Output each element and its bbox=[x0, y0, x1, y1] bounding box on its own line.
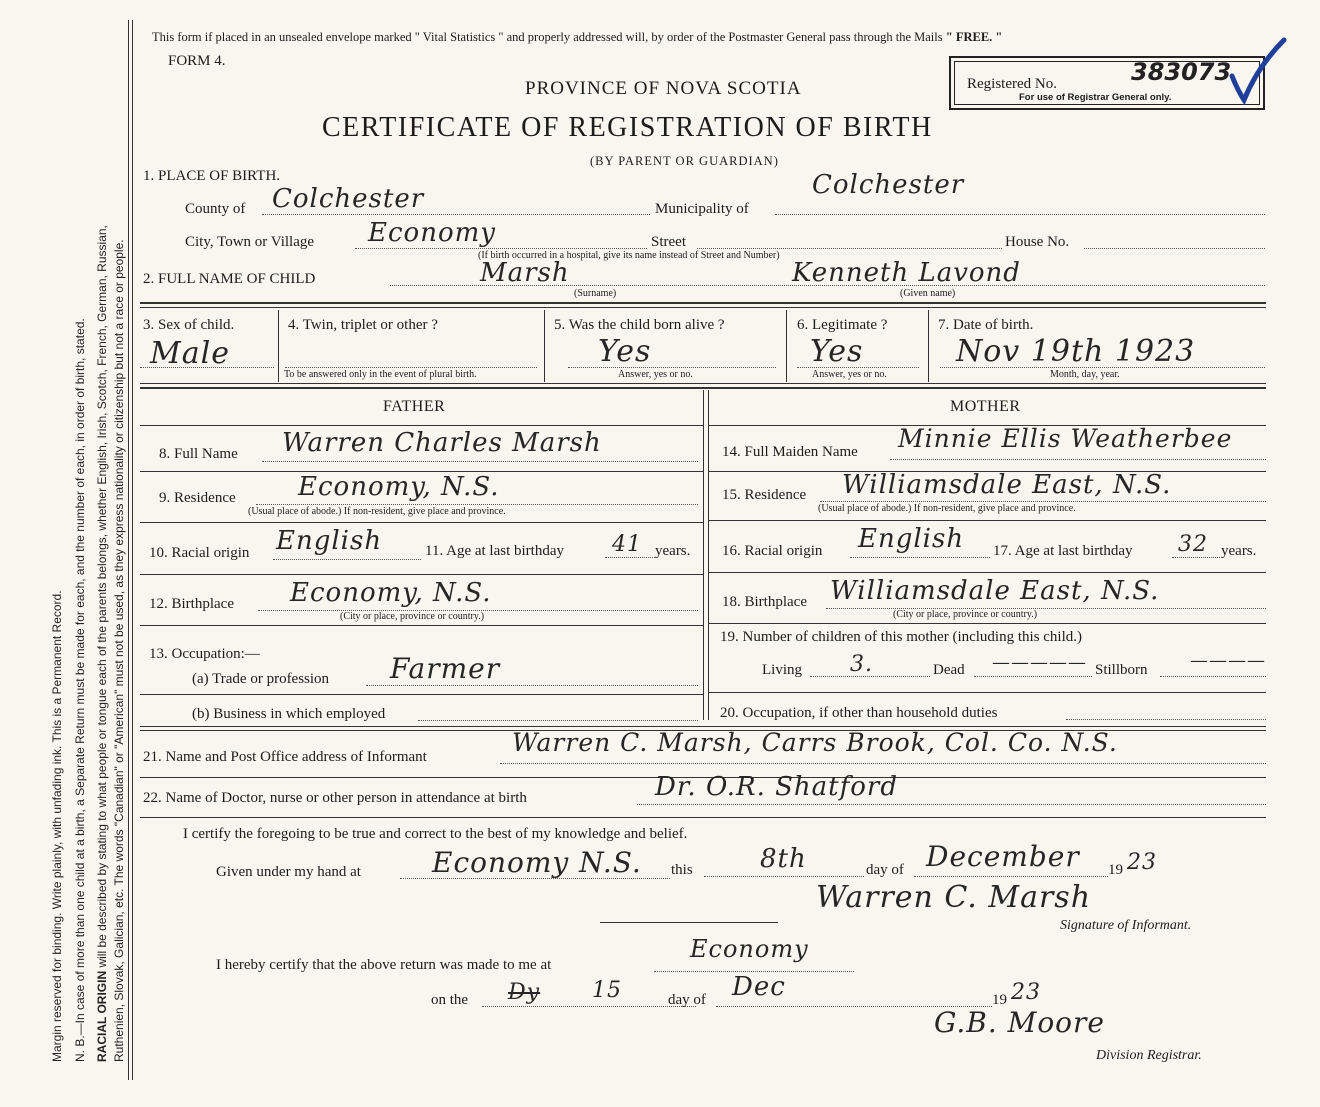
informant-signature-label: Signature of Informant. bbox=[1060, 918, 1192, 933]
father-occupation-label: 13. Occupation:— bbox=[149, 646, 260, 662]
given-place-value: Economy N.S. bbox=[432, 846, 642, 879]
county-label: County of bbox=[185, 201, 246, 217]
given-year-value: 23 bbox=[1127, 850, 1157, 875]
municipality-line bbox=[775, 214, 1265, 215]
divider bbox=[140, 387, 1266, 389]
free-notice: " FREE. " bbox=[945, 30, 1003, 44]
dob-line bbox=[940, 367, 1265, 368]
born-alive-value: Yes bbox=[598, 334, 652, 369]
divider bbox=[140, 726, 1266, 727]
business-label: (b) Business in which employed bbox=[192, 706, 386, 722]
divider bbox=[708, 520, 1266, 521]
province-heading: PROVINCE OF NOVA SCOTIA bbox=[525, 78, 802, 99]
column-divider bbox=[703, 390, 704, 720]
father-age-value: 41 bbox=[612, 532, 642, 557]
mother-racial-origin-label: 16. Racial origin bbox=[722, 543, 823, 559]
father-residence-caption: (Usual place of abode.) If non-resident, give place and province. bbox=[248, 506, 506, 517]
mother-age-value: 32 bbox=[1178, 532, 1208, 557]
divider bbox=[140, 425, 703, 426]
stillborn-line bbox=[1160, 676, 1266, 677]
informant-signature: Warren C. Marsh bbox=[816, 880, 1092, 915]
twin-line bbox=[285, 367, 537, 368]
trade-label: (a) Trade or profession bbox=[192, 671, 330, 687]
mother-racial-origin-line bbox=[850, 557, 990, 558]
registrar-year-value: 23 bbox=[1011, 980, 1041, 1005]
business-line bbox=[418, 720, 698, 721]
father-residence-line bbox=[256, 504, 698, 505]
margin-note-racial-origin-heading: RACIAL ORIGIN bbox=[95, 970, 109, 1062]
city-value: Economy bbox=[368, 218, 496, 248]
divider bbox=[708, 572, 1266, 573]
registrar-day-value: 15 bbox=[592, 978, 622, 1003]
father-racial-origin-value: English bbox=[276, 526, 383, 556]
divider bbox=[140, 307, 1266, 308]
child-surname-value: Marsh bbox=[480, 258, 570, 288]
registrar-signature-label: Division Registrar. bbox=[1096, 1048, 1202, 1063]
cell-divider bbox=[278, 310, 279, 382]
child-given-name-value: Kenneth Lavond bbox=[792, 258, 1021, 288]
dob-value: Nov 19th 1923 bbox=[956, 334, 1196, 369]
divider bbox=[140, 625, 703, 626]
certify-statement: I certify the foregoing to be true and correct to the best of my knowledge and belief. bbox=[183, 826, 688, 842]
father-racial-origin-label: 10. Racial origin bbox=[149, 545, 250, 561]
mother-birthplace-label: 18. Birthplace bbox=[722, 594, 807, 610]
on-the-label: on the bbox=[431, 992, 469, 1008]
living-label: Living bbox=[762, 662, 802, 678]
mother-heading: MOTHER bbox=[950, 398, 1021, 415]
divider bbox=[708, 623, 1266, 624]
divider bbox=[708, 692, 1266, 693]
dead-value: ————— bbox=[992, 652, 1087, 673]
municipality-value: Colchester bbox=[812, 170, 965, 200]
legitimate-line bbox=[797, 367, 919, 368]
father-heading: FATHER bbox=[383, 398, 446, 415]
house-number-label: House No. bbox=[1005, 234, 1070, 250]
margin-note-racial-origin-text: will be described by stating to what people or tongue each of the parents belongs, whether English, Irish, Scotch, French, German, Russian, bbox=[95, 225, 109, 971]
stillborn-value: ———— bbox=[1190, 650, 1266, 671]
checkmark-icon bbox=[1228, 36, 1288, 106]
father-birthplace-label: 12. Birthplace bbox=[149, 596, 234, 612]
margin-rule bbox=[128, 20, 129, 1080]
divider bbox=[140, 574, 703, 575]
child-name-label: 2. FULL NAME OF CHILD bbox=[143, 271, 316, 287]
divider bbox=[140, 302, 1266, 304]
registrar-day-struck: Dy bbox=[508, 980, 541, 1005]
legitimate-label: 6. Legitimate ? bbox=[797, 317, 888, 333]
divider bbox=[140, 694, 703, 695]
registrar-signature: G.B. Moore bbox=[934, 1006, 1105, 1039]
surname-caption: (Surname) bbox=[574, 288, 617, 299]
given-day-value: 8th bbox=[760, 844, 807, 874]
county-value: Colchester bbox=[272, 184, 425, 214]
registered-note: For use of Registrar General only. bbox=[1019, 92, 1172, 103]
living-value: 3. bbox=[850, 652, 873, 677]
father-name-label: 8. Full Name bbox=[159, 446, 238, 462]
trade-line bbox=[366, 685, 698, 686]
registrar-day-line bbox=[482, 1006, 696, 1007]
born-alive-line bbox=[568, 367, 776, 368]
cell-divider bbox=[928, 310, 929, 382]
hospital-note: (If birth occurred in a hospital, give its name instead of Street and Number) bbox=[478, 250, 780, 261]
sex-label: 3. Sex of child. bbox=[143, 317, 235, 333]
legitimate-caption: Answer, yes or no. bbox=[812, 369, 887, 380]
margin-note-multiple-births: N. B.—In case of more than one child at a birth, a Separate Return must be made for each, and the number of each, in order of birth, stated. bbox=[73, 318, 87, 1062]
mother-name-value: Minnie Ellis Weatherbee bbox=[898, 424, 1233, 453]
street-line bbox=[697, 248, 1002, 249]
twin-caption: To be answered only in the event of plural birth. bbox=[284, 369, 477, 380]
mail-notice-text: This form if placed in an unsealed envelope marked " Vital Statistics " and properly addressed will, by order of the Postmaster General pass through the Mails bbox=[152, 30, 943, 44]
given-year-prefix: 19 bbox=[1108, 862, 1123, 878]
mother-residence-label: 15. Residence bbox=[722, 487, 807, 503]
father-birthplace-caption: (City or place, province or country.) bbox=[340, 611, 485, 622]
father-name-line bbox=[262, 461, 698, 462]
father-birthplace-value: Economy, N.S. bbox=[290, 578, 492, 608]
page-subtitle: (BY PARENT OR GUARDIAN) bbox=[590, 154, 779, 168]
mother-occupation-line bbox=[1066, 719, 1266, 720]
registered-label: Registered No. bbox=[967, 76, 1057, 92]
doctor-value: Dr. O.R. Shatford bbox=[655, 772, 898, 802]
father-residence-value: Economy, N.S. bbox=[298, 472, 500, 502]
page-title: CERTIFICATE OF REGISTRATION OF BIRTH bbox=[322, 112, 933, 143]
divider bbox=[140, 383, 1266, 384]
margin-note-nationality: Ruthenien, Slovak, Galician, etc. The words "Canadian" or "American" must not be used, as they express nationality or citizenship but not a race or people. bbox=[112, 239, 126, 1062]
mother-occupation-label: 20. Occupation, if other than household duties bbox=[720, 705, 998, 721]
father-name-value: Warren Charles Marsh bbox=[282, 428, 602, 458]
mother-residence-caption: (Usual place of abode.) If non-resident, give place and province. bbox=[818, 503, 1076, 514]
divider bbox=[140, 522, 703, 523]
registered-box bbox=[949, 56, 1265, 110]
given-name-caption: (Given name) bbox=[900, 288, 956, 299]
dead-line bbox=[974, 676, 1092, 677]
registrar-day-of-label: day of bbox=[668, 992, 706, 1008]
registrar-year-prefix: 19 bbox=[992, 992, 1007, 1008]
stillborn-label: Stillborn bbox=[1095, 662, 1148, 678]
mother-name-label: 14. Full Maiden Name bbox=[722, 444, 858, 460]
mother-age-label: 17. Age at last birthday bbox=[993, 543, 1133, 559]
registrar-month-value: Dec bbox=[732, 972, 786, 1002]
given-month-line bbox=[914, 876, 1108, 877]
born-alive-label: 5. Was the child born alive ? bbox=[554, 317, 725, 333]
signature-rule bbox=[600, 922, 778, 923]
sex-value: Male bbox=[150, 336, 230, 371]
father-racial-origin-line bbox=[273, 559, 421, 560]
father-residence-label: 9. Residence bbox=[159, 490, 236, 506]
mother-name-line bbox=[890, 459, 1266, 460]
father-age-label: 11. Age at last birthday bbox=[425, 543, 564, 559]
margin-note-binding: Margin reserved for binding. Write plainly, with unfading ink. This is a Permanent Record. bbox=[50, 590, 64, 1062]
form-number: FORM 4. bbox=[168, 53, 226, 69]
sex-line bbox=[140, 367, 274, 368]
registrar-statement: I hereby certify that the above return was made to me at bbox=[216, 957, 552, 973]
informant-line bbox=[500, 763, 1266, 764]
cell-divider bbox=[544, 310, 545, 382]
municipality-label: Municipality of bbox=[655, 201, 749, 217]
city-label: City, Town or Village bbox=[185, 234, 315, 250]
given-day-line bbox=[704, 876, 864, 877]
street-label: Street bbox=[651, 234, 686, 250]
margin-rule-inner bbox=[132, 20, 133, 1080]
registered-number: 383073 bbox=[1131, 58, 1232, 86]
father-age-line bbox=[605, 557, 655, 558]
mother-age-unit: years. bbox=[1221, 543, 1257, 559]
mother-birthplace-caption: (City or place, province or country.) bbox=[893, 609, 1038, 620]
doctor-line bbox=[637, 804, 1266, 805]
cell-divider bbox=[786, 310, 787, 382]
day-of-label: day of bbox=[866, 862, 904, 878]
divider bbox=[140, 817, 1266, 818]
mother-racial-origin-value: English bbox=[858, 524, 965, 554]
given-month-value: December bbox=[926, 840, 1080, 873]
mother-age-line bbox=[1172, 557, 1220, 558]
mother-residence-line bbox=[820, 501, 1266, 502]
twin-label: 4. Twin, triplet or other ? bbox=[288, 317, 438, 333]
registrar-place-value: Economy bbox=[690, 935, 809, 963]
this-label: this bbox=[671, 862, 693, 878]
legitimate-value: Yes bbox=[810, 334, 864, 369]
informant-label: 21. Name and Post Office address of Informant bbox=[143, 749, 427, 765]
mother-birthplace-value: Williamsdale East, N.S. bbox=[830, 576, 1160, 606]
children-count-label: 19. Number of children of this mother (including this child.) bbox=[720, 629, 1083, 645]
mother-birthplace-line bbox=[826, 608, 1266, 609]
city-line bbox=[355, 248, 647, 249]
dead-label: Dead bbox=[933, 662, 965, 678]
dob-caption: Month, day, year. bbox=[1050, 369, 1120, 380]
column-divider bbox=[708, 390, 709, 720]
mail-notice bbox=[152, 30, 1002, 45]
doctor-label: 22. Name of Doctor, nurse or other person in attendance at birth bbox=[143, 790, 527, 806]
father-age-unit: years. bbox=[655, 543, 691, 559]
house-number-line bbox=[1084, 248, 1265, 249]
informant-value: Warren C. Marsh, Carrs Brook, Col. Co. N.S. bbox=[512, 728, 1118, 757]
margin-note-racial-origin bbox=[95, 225, 109, 1062]
mother-residence-value: Williamsdale East, N.S. bbox=[842, 470, 1172, 500]
trade-value: Farmer bbox=[390, 652, 501, 685]
born-alive-caption: Answer, yes or no. bbox=[618, 369, 693, 380]
place-of-birth-label: 1. PLACE OF BIRTH. bbox=[143, 168, 281, 184]
given-under-label: Given under my hand at bbox=[216, 864, 361, 880]
dob-label: 7. Date of birth. bbox=[938, 317, 1034, 333]
county-line bbox=[262, 214, 650, 215]
